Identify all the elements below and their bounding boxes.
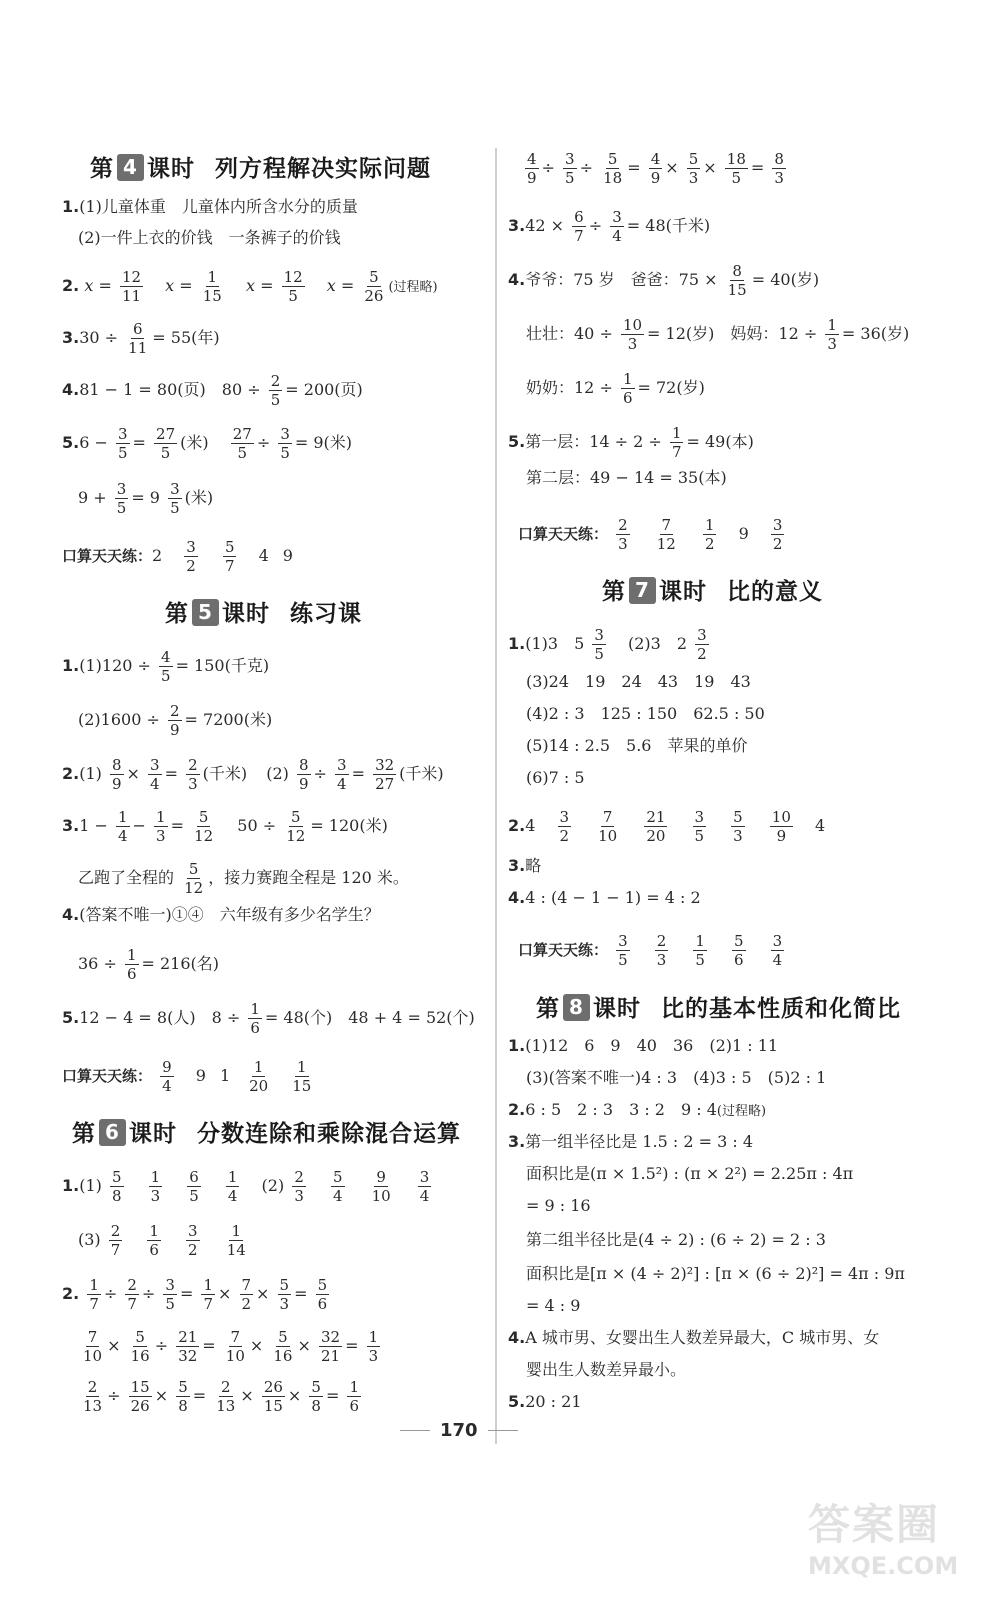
r-answer-5b: 第二层：49 − 14 = 35(本)	[526, 468, 727, 487]
l5-answer-5: 5.12 − 4 = 8(人) 8 ÷ $\frac{1}{6}$ = 48(个) 48 + 4 = 52(个)	[62, 1000, 475, 1037]
lesson-6-heading: 第 6 课时 分数连除和乘除混合运算	[72, 1120, 461, 1147]
watermark-url: MXQE.COM	[808, 1552, 959, 1580]
l7-answer-2: 2.4 $\frac{3}{2}$ $\frac{7}{10}$ $\frac{21}{20}$ $\frac{3}{5}$ $\frac{5}{3}$ $\frac{10}{9}$ 4	[508, 808, 826, 845]
r-continued-equation: $\frac{4}{9}$ ÷ $\frac{3}{5}$ ÷ $\frac{5}{18}$ = $\frac{4}{9}$ × $\frac{5}{3}$ × $\frac{18}{5}$ = $\frac{8}{3}$	[527, 150, 784, 187]
answer-2: 2. x = $\frac{12}{11}$ x = $\frac{1}{15}$ x = $\frac{12}{5}$ x = $\frac{5}{26}$ (过程略)	[62, 268, 438, 305]
l5-answer-1b: (2)1600 ÷ $\frac{2}{9}$ = 7200(米)	[78, 702, 273, 739]
l6-answer-1c: (3) $\frac{2}{7}$ $\frac{1}{6}$ $\frac{3}{2}$ $\frac{1}{14}$	[78, 1222, 246, 1259]
l8-answer-3d: 第二组半径比是(4 ÷ 2) : (6 ÷ 2) = 2 : 3	[526, 1230, 826, 1249]
lesson-8-heading: 第 8 课时 比的基本性质和化简比	[536, 995, 901, 1022]
page-number: 170	[440, 1420, 478, 1441]
l6-answer-2c: $\frac{2}{13}$ ÷ $\frac{15}{26}$ × $\frac{5}{8}$ = $\frac{2}{13}$ × $\frac{26}{15}$ × $\frac{5}{8}$ = $\frac{1}{6}$	[83, 1378, 360, 1415]
answer-5b: 9 + $\frac{3}{5}$ = 9 $\frac{3}{5}$ (米)	[78, 480, 214, 517]
l6-answer-2b: $\frac{7}{10}$ × $\frac{5}{16}$ ÷ $\frac{21}{32}$ = $\frac{7}{10}$ × $\frac{5}{16}$ × $\frac{32}{21}$ = $\frac{1}{3}$	[83, 1328, 379, 1365]
l7-answer-3: 3.略	[508, 856, 542, 875]
l7-answer-1d: (4)2 : 3 125 : 150 62.5 : 50	[526, 704, 765, 723]
l5-answer-3: 3.1 − $\frac{1}{4}$ − $\frac{1}{3}$ = $\frac{5}{12}$ 50 ÷ $\frac{5}{12}$ = 120(米)	[62, 808, 388, 845]
l8-answer-2: 2.6 : 5 2 : 3 3 : 2 9 : 4(过程略)	[508, 1100, 767, 1119]
watermark-logo	[808, 1492, 988, 1592]
l8-answer-4b: 婴出生人数差异最小。	[526, 1360, 687, 1379]
l7-answer-1a: 1.(1)3 5 $\frac{3}{5}$ (2)3 2 $\frac{3}{2}$	[508, 626, 707, 663]
r-answer-3: 3.42 × $\frac{6}{7}$ ÷ $\frac{3}{4}$ = 48(千米)	[508, 208, 711, 245]
kousuan-6: 口算天天练： $\frac{2}{3}$ $\frac{7}{12}$ $\frac{1}{2}$ 9 $\frac{3}{2}$	[518, 516, 783, 553]
lesson-7-heading: 第 7 课时 比的意义	[602, 578, 823, 605]
l5-answer-3b: 乙跑了全程的 $\frac{5}{12}$ ，接力赛跑全程是 120 米。	[78, 860, 409, 897]
kousuan-4: 口算天天练：2 $\frac{3}{2}$ $\frac{5}{7}$ 4 9	[62, 538, 293, 575]
lesson-4-heading: 第 4 课时 列方程解决实际问题	[90, 155, 431, 182]
right-column	[492, 0, 1000, 1600]
r-answer-4b: 壮壮：40 ÷ $\frac{10}{3}$ = 12(岁) 妈妈：12 ÷ $\frac{1}{3}$ = 36(岁)	[526, 316, 910, 353]
lesson-5-heading: 第 5 课时 练习课	[165, 600, 362, 627]
l7-answer-1e: (5)14 : 2.5 5.6 苹果的单价	[526, 736, 748, 755]
l8-answer-5: 5.20 : 21	[508, 1392, 582, 1411]
l7-answer-4: 4.4 : (4 − 1 − 1) = 4 : 2	[508, 888, 701, 907]
left-column	[0, 0, 490, 1600]
l8-answer-3b: 面积比是(π × 1.5²) : (π × 2²) = 2.25π : 4π	[526, 1164, 854, 1183]
r-answer-4a: 4.爷爷：75 岁 爸爸：75 × $\frac{8}{15}$ = 40(岁)	[508, 262, 820, 299]
r-answer-5a: 5.第一层：14 ÷ 2 ÷ $\frac{1}{7}$ = 49(本)	[508, 424, 754, 461]
l5-answer-1a: 1.(1)120 ÷ $\frac{4}{5}$ = 150(千克)	[62, 648, 270, 685]
l6-answer-2a: 2. $\frac{1}{7}$ ÷ $\frac{2}{7}$ ÷ $\frac{3}{5}$ = $\frac{1}{7}$ × $\frac{7}{2}$ × $\frac{5}{3}$ = $\frac{5}{6}$	[62, 1276, 328, 1313]
l8-answer-1b: (3)(答案不唯一)4 : 3 (4)3 : 5 (5)2 : 1	[526, 1068, 827, 1087]
l5-answer-2: 2.(1) $\frac{8}{9}$ × $\frac{3}{4}$ = $\frac{2}{3}$ (千米) (2) $\frac{8}{9}$ ÷ $\frac{3}{4}$ = $\frac{32}{27}$ (千米)	[62, 756, 444, 793]
l7-answer-1c: (3)24 19 24 43 19 43	[526, 672, 751, 691]
l8-answer-3e: 面积比是[π × (4 ÷ 2)²] : [π × (6 ÷ 2)²] = 4π : 9π	[526, 1264, 905, 1283]
l8-answer-4a: 4.A 城市男、女婴出生人数差异最大，C 城市男、女	[508, 1328, 880, 1347]
answer-5: 5.6 − $\frac{3}{5}$ = $\frac{27}{5}$ (米) $\frac{27}{5}$ ÷ $\frac{3}{5}$ = 9(米)	[62, 425, 353, 462]
l7-answer-1f: (6)7 : 5	[526, 768, 585, 787]
l8-answer-3a: 3.第一组半径比是 1.5 : 2 = 3 : 4	[508, 1132, 753, 1151]
answer-3: 3.30 ÷ $\frac{6}{11}$ = 55(年)	[62, 320, 220, 357]
l8-answer-3c: = 9 : 16	[526, 1196, 591, 1215]
l8-answer-3f: = 4 : 9	[526, 1296, 581, 1315]
watermark-text: 答案圈	[808, 1500, 941, 1549]
answer-4: 4.81 − 1 = 80(页) 80 ÷ $\frac{2}{5}$ = 200(页)	[62, 372, 363, 409]
answer-1-2: (2)一件上衣的价钱 一条裤子的价钱	[78, 228, 341, 247]
r-answer-4c: 奶奶：12 ÷ $\frac{1}{6}$ = 72(岁)	[526, 370, 705, 407]
l5-answer-4: 4.(答案不唯一)①④ 六年级有多少名学生？	[62, 905, 380, 924]
answer-1-1: 1.(1)儿童体重 儿童体内所含水分的质量	[62, 197, 358, 216]
kousuan-5: 口算天天练： $\frac{9}{4}$ 9 1 $\frac{1}{20}$ $\frac{1}{15}$	[62, 1058, 312, 1095]
l6-answer-1: 1.(1) $\frac{5}{8}$ $\frac{1}{3}$ $\frac{6}{5}$ $\frac{1}{4}$ (2) $\frac{2}{3}$ $\frac{5}{4}$ $\frac{9}{10}$ $\frac{3}{4}$	[62, 1168, 430, 1205]
l8-answer-1a: 1.(1)12 6 9 40 36 (2)1 : 11	[508, 1036, 779, 1055]
l5-answer-4b: 36 ÷ $\frac{1}{6}$ = 216(名)	[78, 946, 220, 983]
kousuan-7: 口算天天练： $\frac{3}{5}$ $\frac{2}{3}$ $\frac{1}{5}$ $\frac{5}{6}$ $\frac{3}{4}$	[518, 932, 783, 969]
